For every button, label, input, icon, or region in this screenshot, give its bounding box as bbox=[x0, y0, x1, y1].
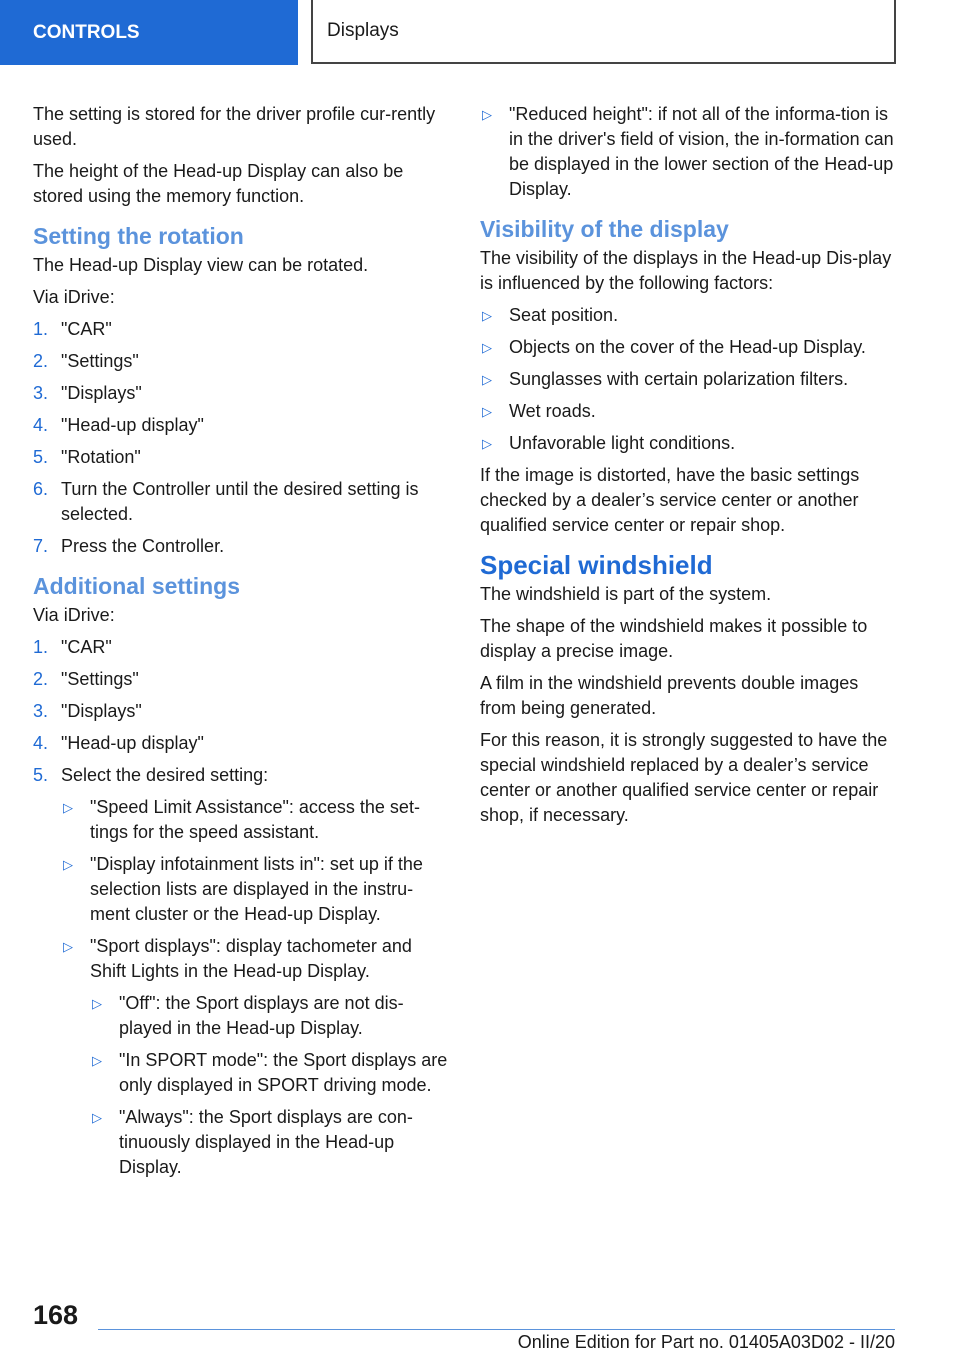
list-item bbox=[480, 431, 895, 456]
option-text: "Always": the Sport displays are con-tinuously displayed in the Head-up Display. bbox=[119, 1107, 413, 1177]
list-item bbox=[33, 349, 448, 374]
sport-display-options bbox=[90, 991, 448, 1180]
step-number: 3. bbox=[33, 383, 49, 403]
section-heading-rotation: Setting the rotation bbox=[33, 223, 244, 249]
list-item bbox=[33, 413, 448, 438]
paragraph: The height of the Head-up Display can also be stored using the memory function. bbox=[33, 161, 404, 206]
step-number: 5. bbox=[33, 765, 49, 785]
factor-text: Sunglasses with certain polarization filters. bbox=[509, 369, 849, 389]
list-item bbox=[33, 445, 448, 470]
right-column bbox=[480, 102, 895, 835]
list-item bbox=[33, 635, 448, 660]
step-number: 1. bbox=[33, 319, 49, 339]
additional-steps bbox=[33, 635, 448, 1180]
triangle-bullet-icon: ▷ bbox=[92, 1110, 102, 1125]
step-text: Press the Controller. bbox=[61, 536, 225, 556]
list-item bbox=[90, 1105, 448, 1180]
step-text: Select the desired setting: bbox=[61, 765, 269, 785]
footer-divider bbox=[98, 1329, 895, 1330]
section-tab bbox=[0, 0, 298, 65]
option-text: "Sport displays": display tachometer and Shift Lights in the Head-up Display. bbox=[90, 936, 412, 981]
step-number: 2. bbox=[33, 669, 49, 689]
chapter-header bbox=[311, 0, 896, 64]
paragraph: The Head-up Display view can be rotated. bbox=[33, 255, 369, 275]
paragraph: For this reason, it is strongly suggested to have the special windshield replaced by a dealer’s service center or another qualified service center or repair shop, if necessary. bbox=[480, 730, 888, 825]
list-item bbox=[33, 763, 448, 1180]
triangle-bullet-icon: ▷ bbox=[63, 800, 73, 815]
step-text: "Head-up display" bbox=[61, 733, 204, 753]
list-item bbox=[480, 399, 895, 424]
triangle-bullet-icon: ▷ bbox=[482, 107, 492, 122]
list-item bbox=[33, 534, 448, 559]
list-item bbox=[33, 699, 448, 724]
option-text: "Speed Limit Assistance": access the set-tings for the speed assistant. bbox=[90, 797, 420, 842]
list-item bbox=[90, 991, 448, 1041]
step-text: "CAR" bbox=[61, 637, 112, 657]
step-text: "Rotation" bbox=[61, 447, 141, 467]
paragraph: The windshield is part of the system. bbox=[480, 584, 772, 604]
step-text: "Head-up display" bbox=[61, 415, 204, 435]
triangle-bullet-icon: ▷ bbox=[482, 340, 492, 355]
step-number: 6. bbox=[33, 479, 49, 499]
paragraph: The shape of the windshield makes it possible to display a precise image. bbox=[480, 616, 868, 661]
factor-text: Seat position. bbox=[509, 305, 619, 325]
triangle-bullet-icon: ▷ bbox=[63, 939, 73, 954]
list-item bbox=[33, 317, 448, 342]
triangle-bullet-icon: ▷ bbox=[482, 308, 492, 323]
step-number: 1. bbox=[33, 637, 49, 657]
list-item bbox=[61, 795, 448, 845]
rotation-steps bbox=[33, 317, 448, 559]
step-text: Turn the Controller until the desired setting is selected. bbox=[61, 479, 419, 524]
list-item bbox=[33, 381, 448, 406]
list-item bbox=[480, 303, 895, 328]
step-text: "Displays" bbox=[61, 701, 142, 721]
paragraph: The setting is stored for the driver profile cur-rently used. bbox=[33, 104, 436, 149]
option-text: "Display infotainment lists in": set up if the selection lists are displayed in the instru-ment cluster or the Head-up Display. bbox=[90, 854, 423, 924]
setting-options bbox=[61, 795, 448, 1180]
list-item bbox=[61, 934, 448, 1180]
factor-text: Objects on the cover of the Head-up Display. bbox=[509, 337, 866, 357]
list-item bbox=[61, 852, 448, 927]
step-text: "Settings" bbox=[61, 351, 139, 371]
triangle-bullet-icon: ▷ bbox=[92, 1053, 102, 1068]
section-heading-windshield: Special windshield bbox=[480, 550, 713, 580]
paragraph: Via iDrive: bbox=[33, 605, 115, 625]
step-number: 5. bbox=[33, 447, 49, 467]
paragraph: Via iDrive: bbox=[33, 287, 115, 307]
option-text: "Reduced height": if not all of the informa-tion is in the driver's field of vision, the in-formation can be displayed in the lower section of the Head-up Display. bbox=[509, 104, 894, 199]
triangle-bullet-icon: ▷ bbox=[482, 404, 492, 419]
section-title: CONTROLS bbox=[33, 21, 140, 43]
paragraph: The visibility of the displays in the Head-up Dis-play is influenced by the following factors: bbox=[480, 248, 892, 293]
step-text: "CAR" bbox=[61, 319, 112, 339]
step-number: 2. bbox=[33, 351, 49, 371]
step-number: 4. bbox=[33, 415, 49, 435]
factor-text: Unfavorable light conditions. bbox=[509, 433, 736, 453]
step-text: "Displays" bbox=[61, 383, 142, 403]
step-number: 3. bbox=[33, 701, 49, 721]
list-item bbox=[90, 1048, 448, 1098]
left-column bbox=[33, 102, 448, 1188]
triangle-bullet-icon: ▷ bbox=[92, 996, 102, 1011]
edition-footer: Online Edition for Part no. 01405A03D02 - II/20 bbox=[517, 1332, 895, 1352]
step-text: "Settings" bbox=[61, 669, 139, 689]
list-item bbox=[480, 335, 895, 360]
list-item bbox=[33, 667, 448, 692]
visibility-factors bbox=[480, 303, 895, 456]
triangle-bullet-icon: ▷ bbox=[482, 372, 492, 387]
triangle-bullet-icon: ▷ bbox=[63, 857, 73, 872]
option-text: "Off": the Sport displays are not dis-played in the Head-up Display. bbox=[119, 993, 404, 1038]
step-number: 7. bbox=[33, 536, 49, 556]
triangle-bullet-icon: ▷ bbox=[482, 436, 492, 451]
chapter-title: Displays bbox=[327, 20, 399, 41]
list-item bbox=[33, 731, 448, 756]
list-item bbox=[33, 477, 448, 527]
option-text: "In SPORT mode": the Sport displays are only displayed in SPORT driving mode. bbox=[119, 1050, 448, 1095]
list-item bbox=[480, 102, 895, 202]
reduced-height-option bbox=[480, 102, 895, 202]
step-number: 4. bbox=[33, 733, 49, 753]
paragraph: A film in the windshield prevents double images from being generated. bbox=[480, 673, 859, 718]
page-number: 168 bbox=[33, 1300, 79, 1330]
section-heading-visibility: Visibility of the display bbox=[480, 216, 729, 242]
section-heading-additional: Additional settings bbox=[33, 573, 240, 599]
factor-text: Wet roads. bbox=[509, 401, 596, 421]
list-item bbox=[480, 367, 895, 392]
paragraph: If the image is distorted, have the basic settings checked by a dealer’s service center or another qualified service center or repair shop. bbox=[480, 465, 860, 535]
